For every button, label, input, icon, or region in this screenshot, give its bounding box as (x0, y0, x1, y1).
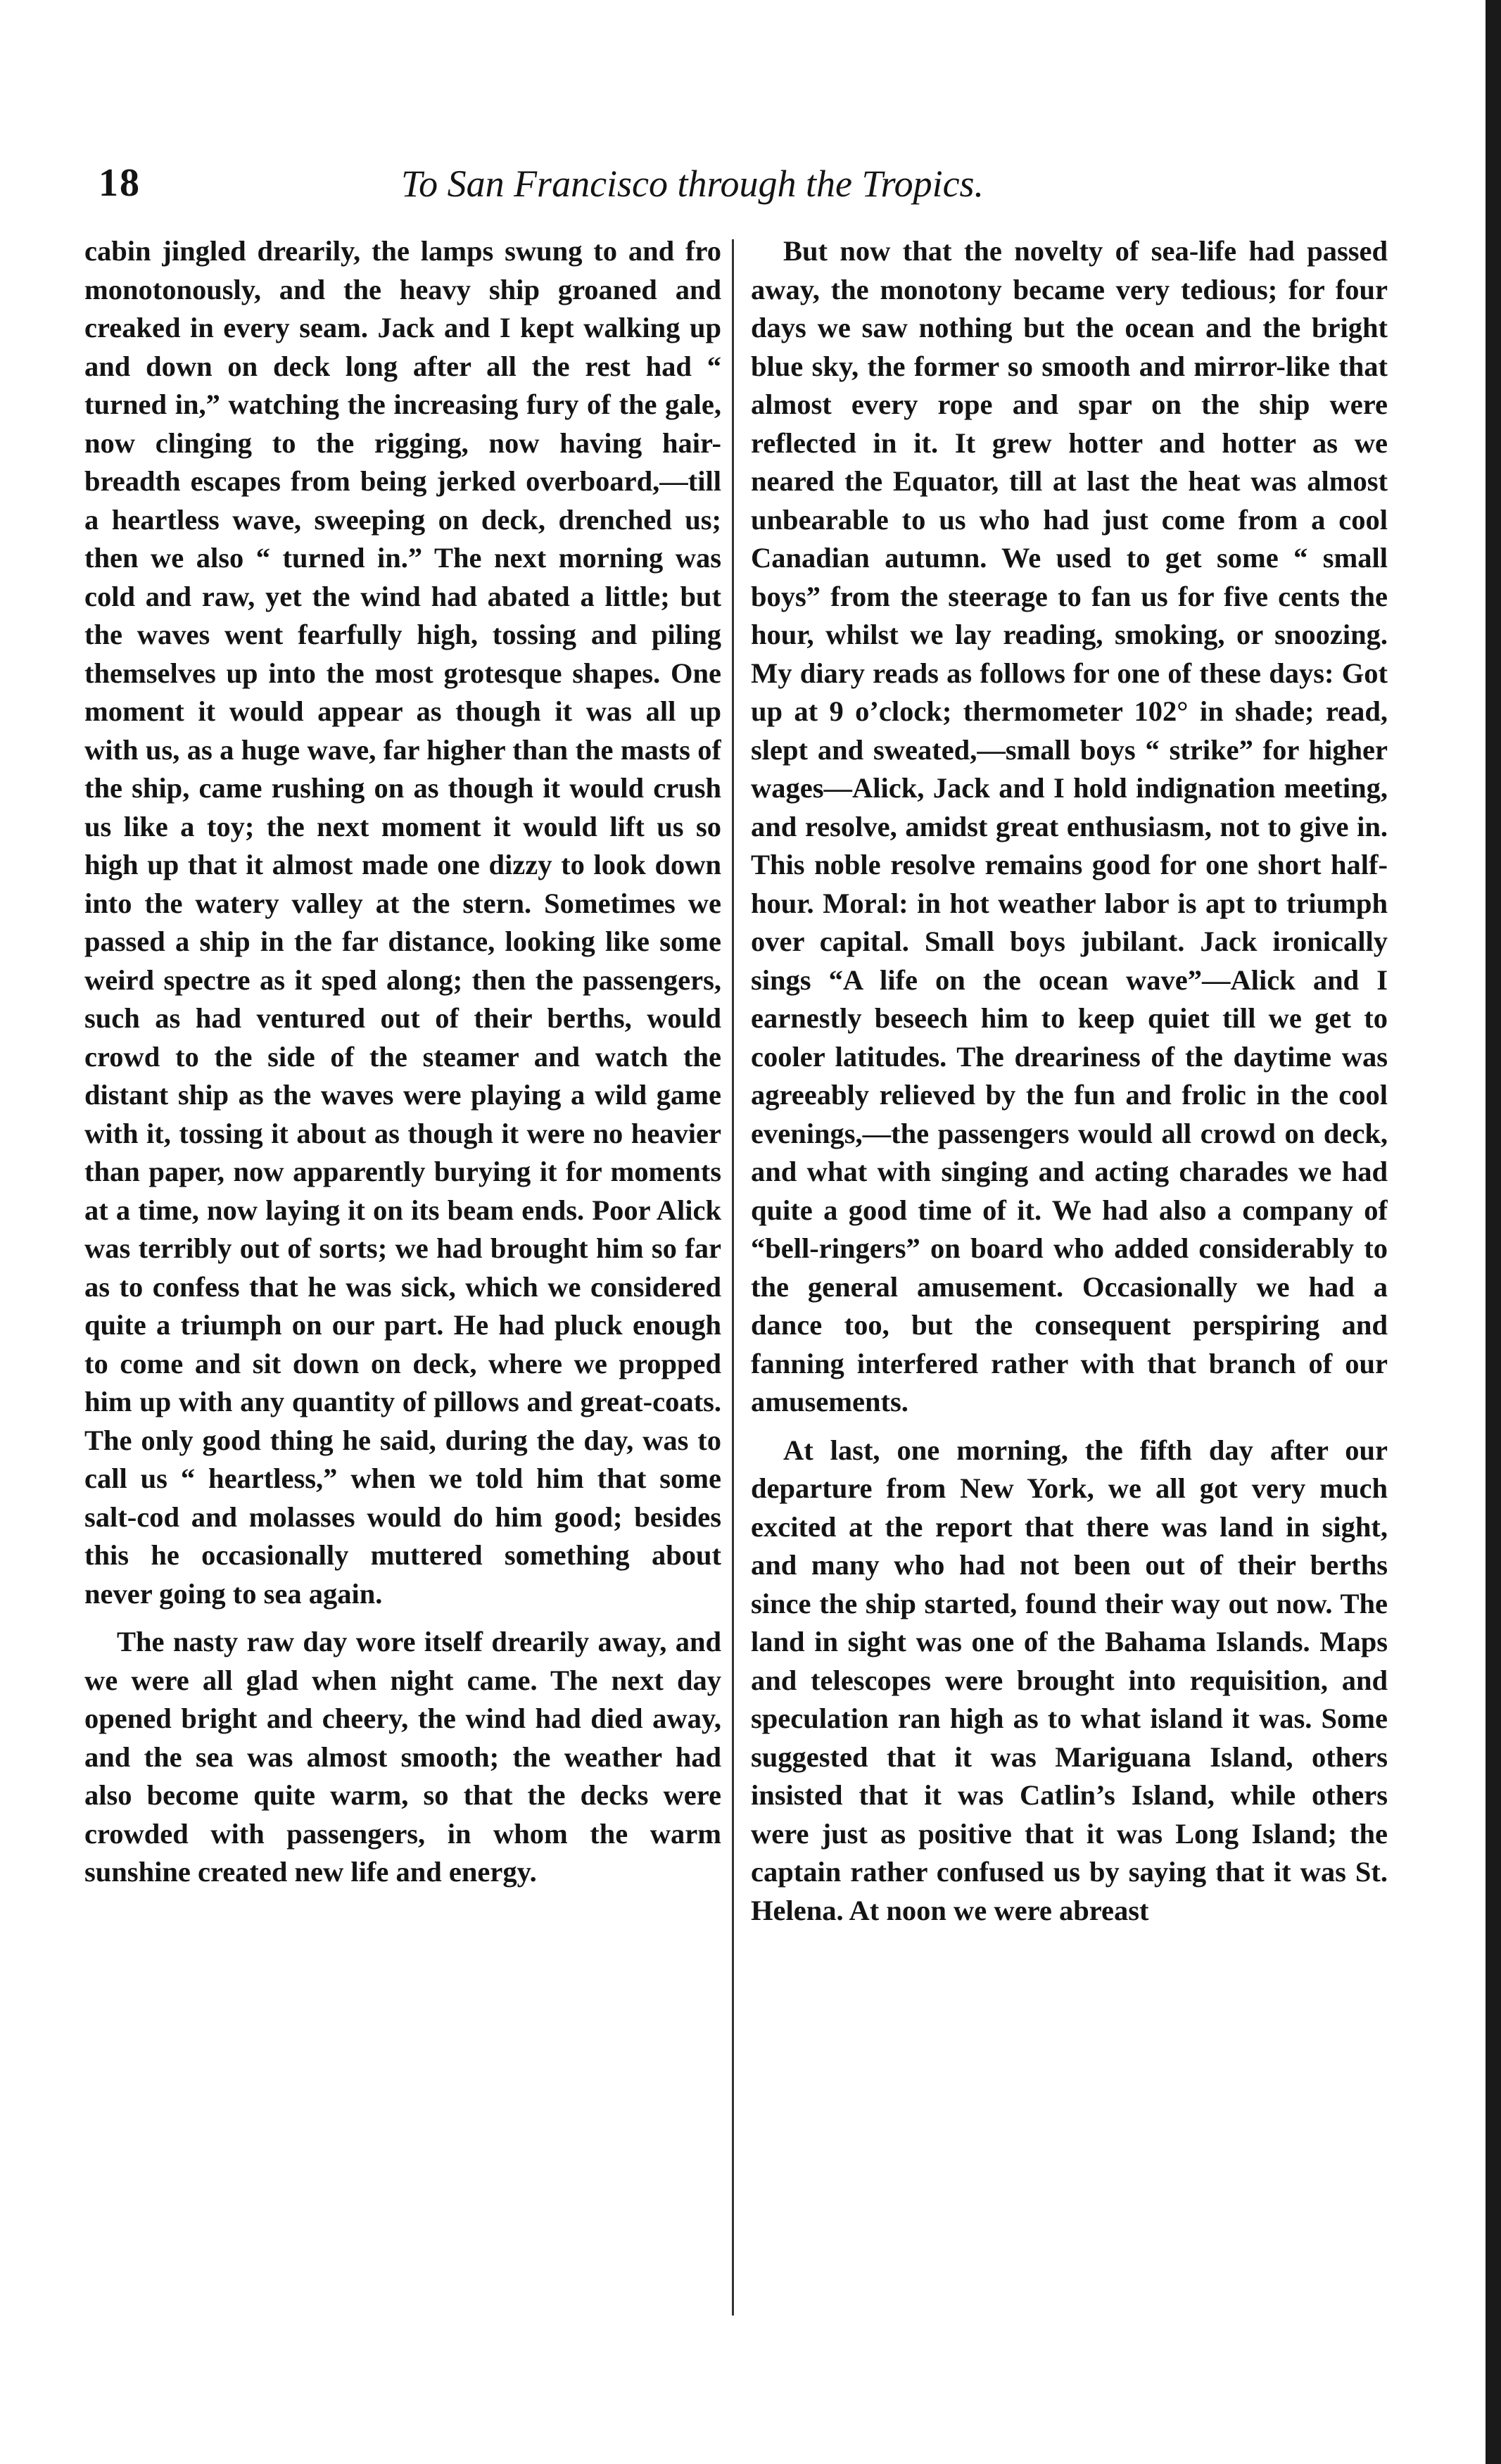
paragraph: cabin jingled drearily, the lamps swung to and fro monotonously, and the heavy ship groaned and creaked in every seam. Jack and I kept walking up and down on deck long after all the rest had “ turned in,” watching the increasing fury of the gale, now clinging to the rigging, now having hair-breadth escapes from being jerked overboard,—till a heartless wave, sweeping on deck, drenched us; then we also “ turned in.” The next morning was cold and raw, yet the wind had abated a little; but the waves went fearfully high, tossing and piling themselves up into the most grotesque shapes. One moment it would appear as though it was all up with us, as a huge wave, far higher than the masts of the ship, came rushing on as though it would crush us like a toy; the next moment it would lift us so high up that it almost made one dizzy to look down into the watery valley at the stern. Sometimes we passed a ship in the far distance, looking like some weird spectre as it sped along; then the passengers, such as had ventured out of their berths, would crowd to the side of the steamer and watch the distant ship as the waves were playing a wild game with it, tossing it about as though it were no heavier than paper, now apparently burying it for moments at a time, now laying it on its beam ends. Poor Alick was terribly out of sorts; we had brought him so far as to confess that he was sick, which we considered quite a triumph on our part. He had pluck enough to come and sit down on deck, where we propped him up with any quantity of pillows and great-coats. The only good thing he said, during the day, was to call us “ heartless,” when we told him that some salt-cod and molasses would do him good; besides this he occasionally muttered something about never going to sea again. (84, 235, 721, 1610)
page-number: 18 (99, 161, 141, 205)
paragraph: At last, one morning, the fifth day after our departure from New York, we all got very much excited at the report that there was land in sight, and many who had not been out of their berths since the ship started, found their way out now. The land in sight was one of the Bahama Islands. Maps and telescopes were brought into requisition, and speculation ran high as to what island it was. Some suggested that it was Mariguana Island, others insisted that it was Catlin’s Island, while others were just as positive that it was Long Island; the captain rather confused us by saying that it was St. Helena. At noon we were abreast (751, 1434, 1388, 1926)
page-edge-shadow (1486, 0, 1501, 2464)
paragraph: The nasty raw day wore itself drearily away, and we were all glad when night came. The next day opened bright and cheery, the wind had died away, and the sea was almost smooth; the weather had also become quite warm, so that the decks were crowded with passengers, in whom the warm sunshine created new life and energy. (84, 1626, 721, 1888)
running-head (99, 160, 1119, 217)
paragraph: But now that the novelty of sea-life had passed away, the monotony became very tedious; for four days we saw nothing but the ocean and the bright blue sky, the former so smooth and mirror-like that almost every rope and spar on the ship were reflected in it. It grew hotter and hotter as we neared the Equator, till at last the heat was almost unbearable to us who had just come from a cool Canadian autumn. We used to get some “ small boys” from the steerage to fan us for five cents the hour, whilst we lay reading, smoking, or snoozing. My diary reads as follows for one of these days: Got up at 9 o’clock; thermometer 102° in shade; read, slept and sweated,—small boys “ strike” for higher wages—Alick, Jack and I hold indignation meeting, and resolve, amidst great enthusiasm, not to give in. This noble resolve remains good for one short half-hour. Moral: in hot weather labor is apt to triumph over capital. Small boys jubilant. Jack ironically sings “A life on the ocean wave”—Alick and I earnestly beseech him to keep quiet till we get to cooler latitudes. The dreariness of the daytime was agreeably relieved by the fun and frolic in the cool evenings,—the passengers would all crowd on deck, and what with singing and acting charades we had quite a good time of it. We had also a company of “bell-ringers” on board who added considerably to the general amusement. Occasionally we had a dance too, but the consequent perspiring and fanning interfered rather with that branch of our amusements. (751, 235, 1388, 1417)
left-column (84, 232, 721, 2323)
running-title: To San Francisco through the Tropics. (401, 163, 984, 205)
column-divider (732, 239, 734, 2315)
right-column (751, 232, 1388, 2323)
